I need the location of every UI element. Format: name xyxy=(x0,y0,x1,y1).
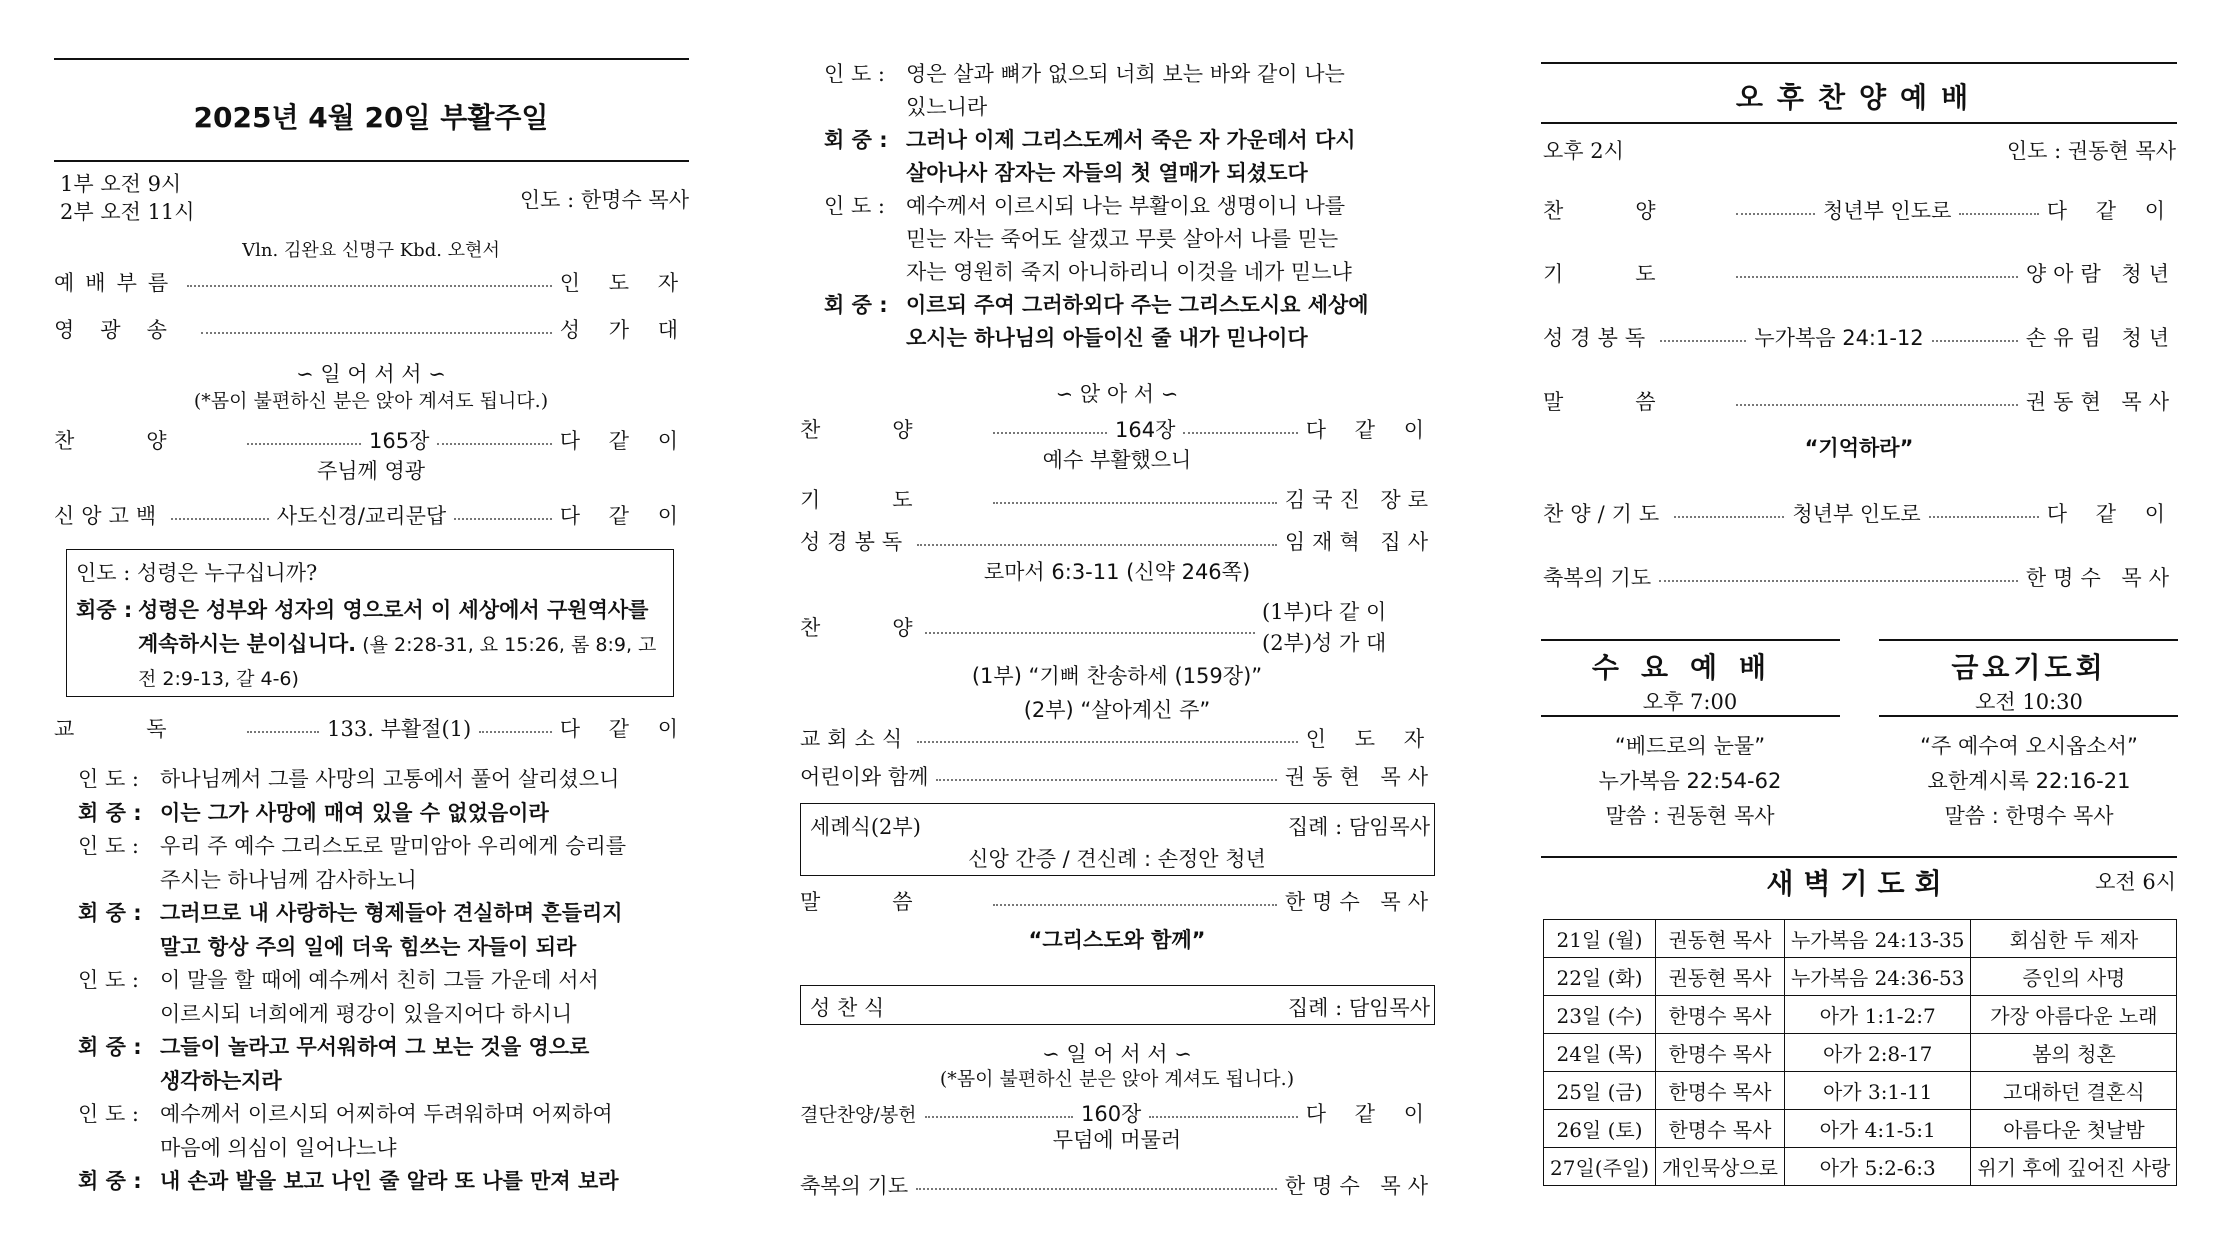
musicians: Vln. 김완요 신명구 Kbd. 오현서 xyxy=(242,240,500,261)
dawn-row xyxy=(1544,996,2177,1034)
dawn-cell: 22일 (화) xyxy=(1544,958,1656,996)
reading-line: 그들이 놀라고 무서워하여 그 보는 것을 영으로 xyxy=(160,1035,590,1059)
reading-speaker: 인 도 : xyxy=(78,767,139,791)
reading-speaker: 회 중 : xyxy=(78,1035,142,1059)
order-church-news: 교회소식 인 도 자 xyxy=(800,727,1435,751)
reading-line: 있느니라 xyxy=(906,95,988,119)
order-hymn: 찬양 165장 다 같 이 xyxy=(54,429,690,453)
dawn-time: 오전 6시 xyxy=(2095,870,2176,894)
dawn-cell: 아름다운 첫날밤 xyxy=(1971,1110,2177,1148)
order-gloria: 영광송 성 가 대 xyxy=(54,318,689,342)
dawn-cell: 아가 1:1-2:7 xyxy=(1784,996,1970,1034)
catechism-answer-1: 성령은 성부와 성자의 영으로서 이 세상에서 구원역사를 xyxy=(138,598,649,622)
reading-speaker: 회 중 : xyxy=(824,128,888,152)
dawn-row xyxy=(1544,1110,2177,1148)
anthem-title-1: (1부) “기뻐 찬송하세 (159장)” xyxy=(971,664,1263,688)
dawn-cell: 위기 후에 깊어진 사랑 xyxy=(1971,1148,2177,1186)
stand-notice: ∽ 일 어 서 서 ∽ xyxy=(296,362,446,386)
dawn-cell: 고대하던 결혼식 xyxy=(1971,1072,2177,1110)
afternoon-time: 오후 2시 xyxy=(1543,139,1624,163)
catechism-ref: 전 2:9-13, 갈 4-6) xyxy=(138,668,299,690)
anthem-part-2: (2부)성 가 대 xyxy=(1262,631,1387,655)
anthem-title-2: (2부) “살아계신 주” xyxy=(1023,698,1211,722)
reading-line: 말고 항상 주의 일에 더욱 힘쓰는 자들이 되라 xyxy=(160,934,577,959)
order-prayer: 기도 김국진 장로 xyxy=(800,488,1435,512)
pm-sermon-title: “기억하라” xyxy=(1804,436,1914,460)
order-offering: 결단찬양/봉헌 160장 다 같 이 xyxy=(800,1102,1435,1126)
reading-line: 마음에 의심이 일어나느냐 xyxy=(160,1135,397,1160)
reading-speaker: 회 중 : xyxy=(78,800,142,825)
dawn-cell: 21일 (월) xyxy=(1544,920,1656,958)
reading-line: 살아나사 잠자는 자들의 첫 열매가 되셨도다 xyxy=(906,161,1308,185)
stand-note: (*몸이 불편하신 분은 앉아 계셔도 됩니다.) xyxy=(193,390,549,412)
dawn-title: 새벽기도회 xyxy=(1766,867,1952,900)
fri-title: 금요기도회 xyxy=(1951,651,2107,684)
sermon-title: “그리스도와 함께” xyxy=(1028,928,1206,952)
reading-line: 예수께서 이르시되 나는 부활이요 생명이니 나를 xyxy=(906,194,1346,218)
service-time-2: 2부 오전 11시 xyxy=(60,200,195,224)
communion-label: 성 찬 식 xyxy=(810,996,885,1020)
dawn-cell: 아가 5:2-6:3 xyxy=(1784,1148,1970,1186)
reading-line: 내 손과 발을 보고 나인 줄 알라 또 나를 만져 보라 xyxy=(160,1169,619,1193)
order-responsive-reading: 교독 133. 부활절(1) 다 같 이 xyxy=(54,717,689,741)
reading-line: 하나님께서 그를 사망의 고통에서 풀어 살리셨으니 xyxy=(160,767,620,791)
pm-praise: 찬양 청년부 인도로 다 같 이 xyxy=(1543,199,2177,223)
anthem-part-1: (1부)다 같 이 xyxy=(1262,600,1387,624)
hymn-title: 주님께 영광 xyxy=(316,459,426,483)
order-hymn-2: 찬양 164장 다 같 이 xyxy=(800,418,1436,442)
order-creed: 신앙고백 사도신경/교리문답 다 같 이 xyxy=(54,504,689,528)
wed-sermon: “베드로의 눈물” xyxy=(1614,734,1766,758)
dawn-cell: 한명수 목사 xyxy=(1656,996,1785,1034)
catechism-answer-label: 회중 : xyxy=(76,598,133,622)
reading-line: 자는 영원히 죽지 아니하리니 이것을 네가 믿느냐 xyxy=(906,260,1352,284)
service-leader: 인도 : 한명수 목사 xyxy=(519,188,689,212)
stand-note-2: (*몸이 불편하신 분은 앉아 계셔도 됩니다.) xyxy=(939,1068,1295,1090)
dawn-cell: 23일 (수) xyxy=(1544,996,1656,1034)
dawn-cell: 27일(주일) xyxy=(1544,1148,1656,1186)
dawn-row xyxy=(1544,1034,2177,1072)
dawn-cell: 26일 (토) xyxy=(1544,1110,1656,1148)
dawn-schedule-table xyxy=(1543,919,2177,1186)
wed-ref: 누가복음 22:54-62 xyxy=(1598,769,1782,793)
dawn-cell: 회심한 두 제자 xyxy=(1971,920,2177,958)
fri-sermon: “주 예수여 오시옵소서” xyxy=(1920,734,2138,758)
reading-line: 이 말을 할 때에 예수께서 친히 그들 가운데 서서 xyxy=(160,968,599,992)
reading-speaker: 인 도 : xyxy=(78,834,139,858)
order-benediction: 축복의 기도 한명수 목사 xyxy=(800,1174,1435,1198)
fri-preacher: 말씀 : 한명수 목사 xyxy=(1944,804,2114,828)
pm-praise-prayer: 찬양/기도 청년부 인도로 다 같 이 xyxy=(1543,502,2177,526)
reading-line: 주시는 하나님께 감사하노니 xyxy=(160,867,417,892)
baptism-detail: 신앙 간증 / 견신례 : 손정안 청년 xyxy=(968,847,1266,871)
reading-speaker: 회 중 : xyxy=(78,1169,142,1193)
reading-line: 생각하는지라 xyxy=(160,1068,282,1093)
reading-speaker: 회 중 : xyxy=(78,901,142,925)
dawn-row xyxy=(1544,958,2177,996)
afternoon-leader: 인도 : 권동현 목사 xyxy=(2006,139,2176,163)
anthem-leader xyxy=(925,632,1255,634)
reading-line: 그러므로 내 사랑하는 형제들아 견실하며 흔들리지 xyxy=(160,901,623,925)
dawn-cell: 권동현 목사 xyxy=(1656,958,1785,996)
reading-line: 이르시되 너희에게 평강이 있을지어다 하시니 xyxy=(160,1001,573,1026)
dawn-row xyxy=(1544,920,2177,958)
reading-speaker: 인 도 : xyxy=(824,62,885,86)
baptism-label: 세례식(2부) xyxy=(810,815,921,839)
hymn-2-title: 예수 부활했으니 xyxy=(1042,448,1192,472)
reading-speaker: 회 중 : xyxy=(824,293,888,317)
wed-time: 오후 7:00 xyxy=(1642,690,1738,714)
pm-benediction: 축복의 기도 한명수 목사 xyxy=(1543,566,2176,590)
scripture-ref: 로마서 6:3-11 (신약 246쪽) xyxy=(983,560,1251,584)
catechism-question: 인도 : 성령은 누구십니까? xyxy=(76,561,318,585)
reading-line: 영은 살과 뼈가 없으되 너희 보는 바와 같이 나는 xyxy=(906,62,1345,86)
dawn-cell: 봄의 청혼 xyxy=(1971,1034,2177,1072)
dawn-cell: 아가 2:8-17 xyxy=(1784,1034,1970,1072)
order-children: 어린이와 함께 권동현 목사 xyxy=(800,765,1435,789)
reading-line: 예수께서 이르시되 어찌하여 두려워하며 어찌하여 xyxy=(160,1102,613,1126)
dawn-cell: 한명수 목사 xyxy=(1656,1110,1785,1148)
reading-line: 우리 주 예수 그리스도로 말미암아 우리에게 승리를 xyxy=(160,834,627,858)
communion-officiant: 집례 : 담임목사 xyxy=(1287,996,1430,1020)
fri-time: 오전 10:30 xyxy=(1975,690,2083,714)
baptism-officiant: 집례 : 담임목사 xyxy=(1287,815,1430,839)
dawn-cell: 24일 (목) xyxy=(1544,1034,1656,1072)
anthem-label: 찬양 xyxy=(800,616,985,640)
pm-prayer: 기도 양아람 청년 xyxy=(1543,262,2176,286)
page-title: 2025년 4월 20일 부활주일 xyxy=(193,101,549,134)
dawn-cell: 한명수 목사 xyxy=(1656,1072,1785,1110)
fri-ref: 요한계시록 22:16-21 xyxy=(1927,769,2131,793)
dawn-cell: 아가 3:1-11 xyxy=(1784,1072,1970,1110)
order-call-to-worship: 예배부름 인 도 자 xyxy=(54,271,689,295)
reading-speaker: 인 도 : xyxy=(78,968,139,992)
afternoon-title: 오후찬양예배 xyxy=(1735,81,1983,114)
service-time-1: 1부 오전 9시 xyxy=(60,172,182,196)
dawn-cell: 아가 4:1-5:1 xyxy=(1784,1110,1970,1148)
pm-sermon: 말씀 권동현 목사 xyxy=(1543,390,2176,414)
dawn-cell: 권동현 목사 xyxy=(1656,920,1785,958)
wed-preacher: 말씀 : 권동현 목사 xyxy=(1605,804,1775,828)
reading-line: 그러나 이제 그리스도께서 죽은 자 가운데서 다시 xyxy=(906,128,1356,152)
catechism-answer-2: 계속하시는 분이십니다. (욜 2:28-31, 요 15:26, 롬 8:9, 고 xyxy=(138,632,657,656)
sit-notice: ∽ 앉 아 서 ∽ xyxy=(1055,382,1179,406)
reading-speaker: 인 도 : xyxy=(824,194,885,218)
order-sermon: 말씀 한명수 목사 xyxy=(800,890,1435,914)
dawn-cell: 누가복음 24:36-53 xyxy=(1784,958,1970,996)
dawn-cell: 25일 (금) xyxy=(1544,1072,1656,1110)
dawn-cell: 누가복음 24:13-35 xyxy=(1784,920,1970,958)
wed-title: 수요예배 xyxy=(1591,651,1789,684)
dawn-cell: 한명수 목사 xyxy=(1656,1034,1785,1072)
dawn-cell: 증인의 사명 xyxy=(1971,958,2177,996)
dawn-cell: 가장 아름다운 노래 xyxy=(1971,996,2177,1034)
offering-hymn-title: 무덤에 머물러 xyxy=(1052,1128,1182,1152)
pm-scripture: 성경봉독 누가복음 24:1-12 손유림 청년 xyxy=(1543,326,2177,350)
dawn-row xyxy=(1544,1072,2177,1110)
reading-line: 오시는 하나님의 아들이신 줄 내가 믿나이다 xyxy=(906,326,1308,350)
reading-speaker: 인 도 : xyxy=(78,1102,139,1126)
dawn-cell: 개인묵상으로 xyxy=(1656,1148,1785,1186)
order-scripture: 성경봉독 임재혁 집사 xyxy=(800,530,1435,554)
reading-line: 이르되 주여 그러하외다 주는 그리스도시요 세상에 xyxy=(906,293,1369,317)
stand-notice-2: ∽ 일 어 서 서 ∽ xyxy=(1042,1042,1192,1066)
reading-line: 이는 그가 사망에 매여 있을 수 없었음이라 xyxy=(160,800,549,825)
dawn-row xyxy=(1544,1148,2177,1186)
reading-line: 믿는 자는 죽어도 살겠고 무릇 살아서 나를 믿는 xyxy=(906,227,1339,251)
